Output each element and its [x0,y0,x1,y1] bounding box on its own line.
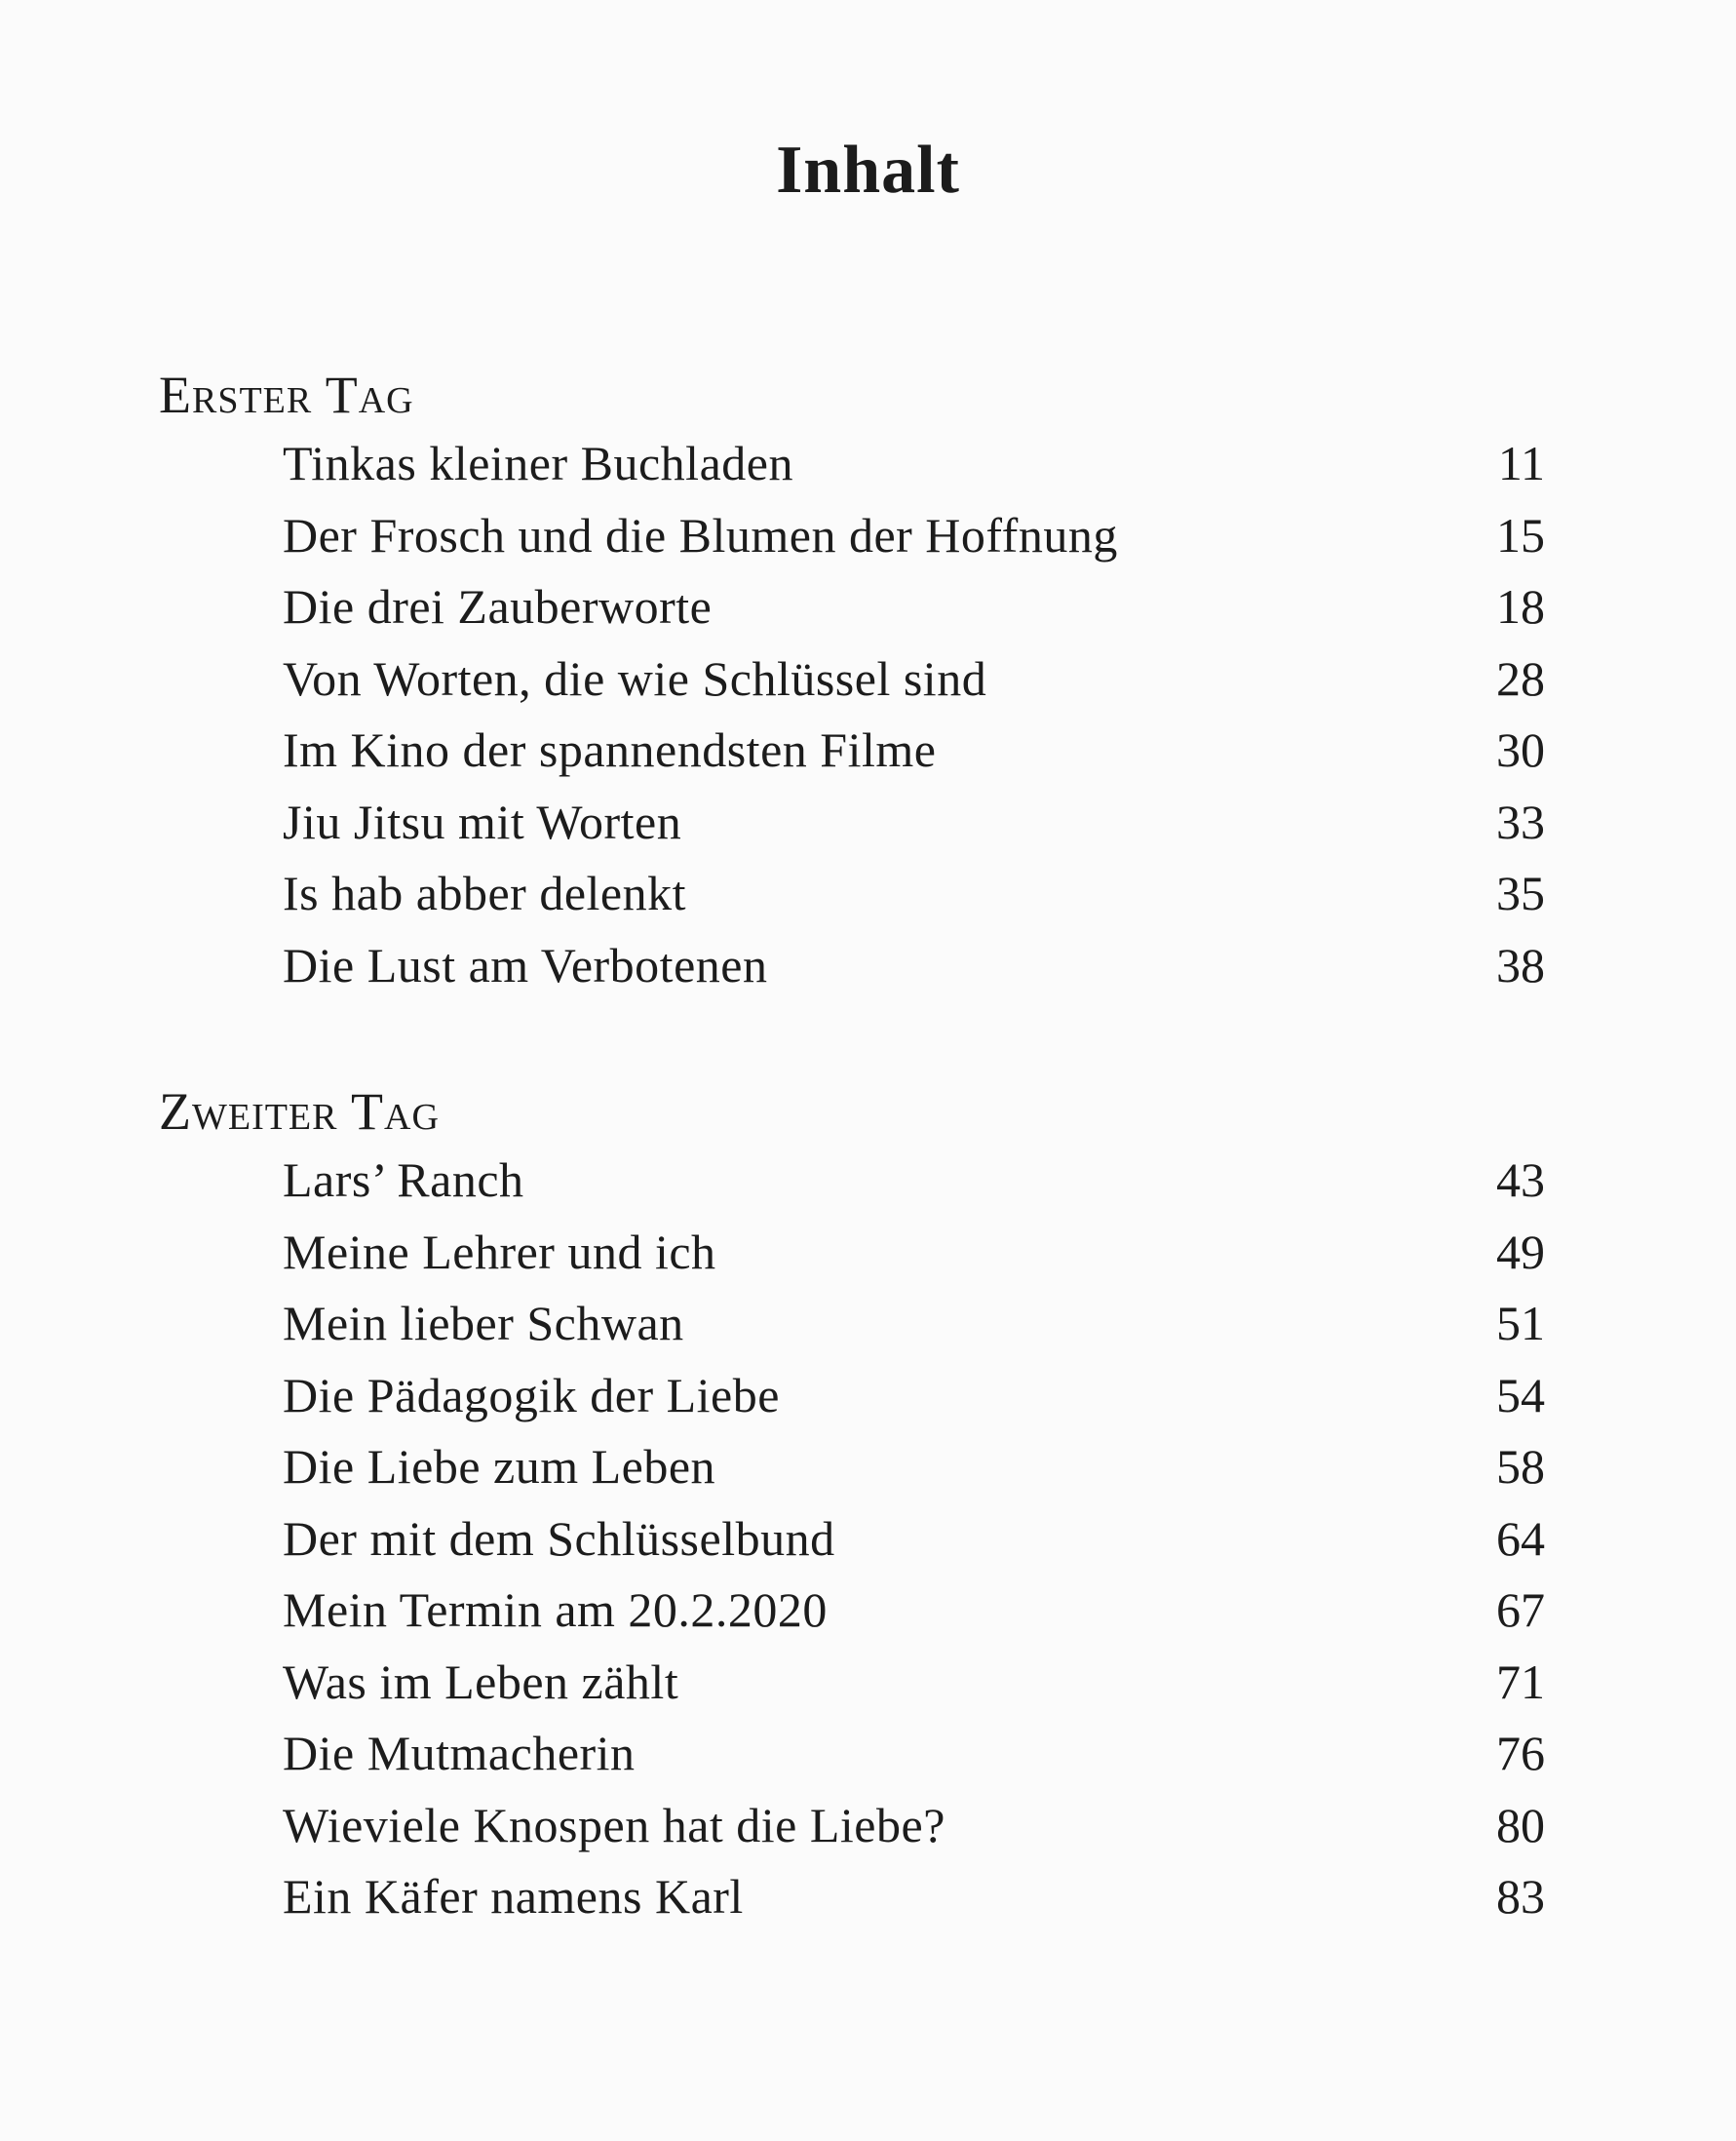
entry-page-number: 51 [1496,1296,1545,1350]
toc-entry[interactable] [0,1718,1736,1790]
toc-entry[interactable] [0,1288,1736,1360]
toc-entry[interactable] [0,1431,1736,1503]
entry-page-number: 35 [1496,866,1545,920]
toc-entry[interactable] [0,1575,1736,1647]
toc-entry[interactable] [0,1790,1736,1862]
entry-title: Meine Lehrer und ich [283,1224,716,1279]
entry-page-number: 33 [1496,794,1545,849]
entry-title: Was im Leben zählt [283,1654,679,1709]
entry-page-number: 54 [1496,1367,1545,1422]
entry-title: Der mit dem Schlüsselbund [283,1510,835,1566]
toc-entry[interactable] [0,1145,1736,1217]
entry-title: Im Kino der spannendsten Filme [283,722,937,777]
entry-title: Jiu Jitsu mit Worten [283,794,682,849]
section-entries [0,1145,1736,1933]
entry-title: Tinkas kleiner Buchladen [283,436,793,490]
entry-page-number: 28 [1496,650,1545,706]
entry-title: Die drei Zauberworte [283,579,713,634]
entry-title: Von Worten, die wie Schlüssel sind [283,650,987,706]
toc-entry[interactable] [0,1503,1736,1576]
entry-title: Die Lust am Verbotenen [283,937,768,993]
entry-title: Mein Termin am 20.2.2020 [283,1582,828,1637]
entry-title: Wieviele Knospen hat die Liebe? [283,1797,945,1852]
toc-entry[interactable] [0,715,1736,787]
entry-title: Die Pädagogik der Liebe [283,1367,780,1422]
toc-entry[interactable] [0,571,1736,643]
entry-title: Ein Käfer namens Karl [283,1869,744,1924]
section-heading: Zweiter Tag [159,1082,440,1141]
section-entries [0,428,1736,1001]
entry-title: Is hab abber delenkt [283,866,687,920]
toc-entry[interactable] [0,500,1736,572]
entry-page-number: 15 [1496,507,1545,563]
section-heading: Erster Tag [159,366,414,424]
toc-entry[interactable] [0,1217,1736,1289]
toc-entry[interactable] [0,787,1736,859]
entry-title: Der Frosch und die Blumen der Hoffnung [283,507,1118,563]
entry-title: Lars’ Ranch [283,1152,524,1207]
entry-title: Mein lieber Schwan [283,1296,684,1350]
entry-page-number: 18 [1496,579,1545,634]
toc-entry[interactable] [0,428,1736,500]
entry-page-number: 43 [1496,1152,1545,1207]
entry-page-number: 38 [1496,937,1545,993]
entry-title: Die Mutmacherin [283,1726,636,1780]
toc-entry[interactable] [0,858,1736,930]
entry-page-number: 76 [1496,1726,1545,1780]
entry-page-number: 11 [1497,436,1545,490]
entry-page-number: 58 [1496,1439,1545,1494]
entry-title: Die Liebe zum Leben [283,1439,716,1494]
toc-entry[interactable] [0,1647,1736,1719]
toc-entry[interactable] [0,930,1736,1002]
toc-entry[interactable] [0,1861,1736,1933]
entry-page-number: 49 [1496,1224,1545,1279]
entry-page-number: 83 [1496,1869,1545,1924]
page-title: Inhalt [776,133,960,208]
entry-page-number: 71 [1496,1654,1545,1709]
toc-entry[interactable] [0,643,1736,716]
entry-page-number: 67 [1496,1582,1545,1637]
toc-entry[interactable] [0,1360,1736,1432]
entry-page-number: 64 [1496,1510,1545,1566]
entry-page-number: 80 [1496,1797,1545,1852]
entry-page-number: 30 [1496,722,1545,777]
